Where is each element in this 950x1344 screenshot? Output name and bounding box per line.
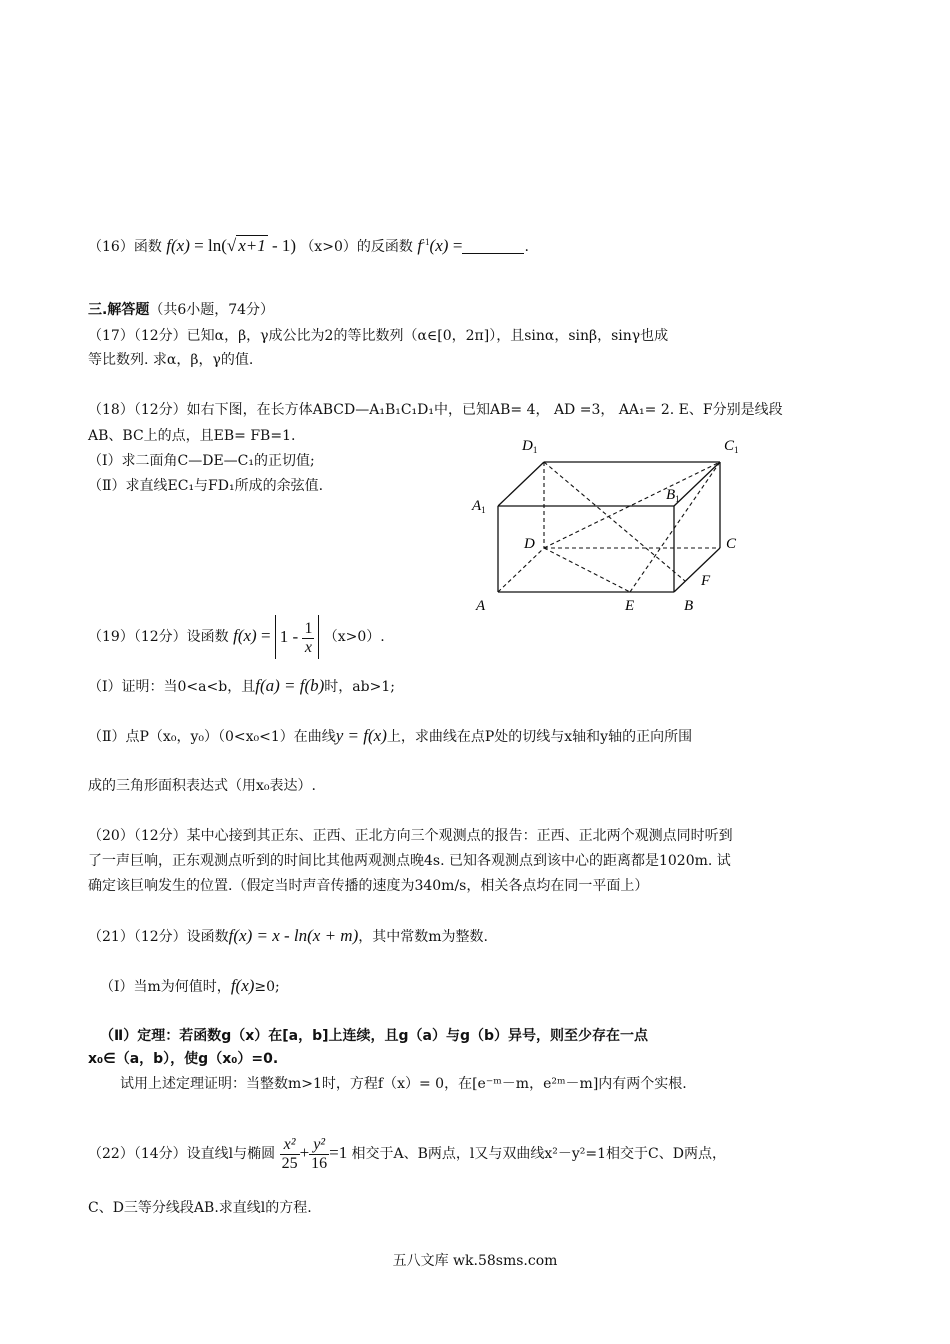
seg-fd1 bbox=[544, 462, 685, 581]
q19-cond: （x>0）. bbox=[323, 629, 385, 645]
q19-eq: = bbox=[260, 626, 271, 645]
label-e: E bbox=[625, 598, 635, 614]
seg-dc1 bbox=[544, 462, 720, 548]
edge-bc bbox=[674, 548, 720, 592]
seg-de bbox=[544, 548, 630, 592]
q18-line2: AB、BC上的点，且EB= FB=1. bbox=[88, 428, 296, 444]
label-d1: $D_1$ bbox=[522, 438, 538, 455]
q16-formula: f(x) = ln(√ x+1 - 1) bbox=[166, 236, 297, 255]
q19-p1-math: f(a) = f(b) bbox=[255, 676, 325, 695]
q16-inverse bbox=[417, 236, 448, 255]
q16-lhs: f(x) bbox=[166, 236, 190, 255]
q19-p2-math: y = f(x) bbox=[335, 726, 387, 745]
q21-part1 bbox=[100, 976, 280, 997]
section-3-title: 三.解答题 bbox=[88, 302, 150, 318]
q21-p1-tail: ≥0; bbox=[254, 979, 280, 995]
q21-p1-math: f(x) bbox=[230, 976, 255, 995]
q20-line1: （20）（12分）某中心接到其正东、正西、正北方向三个观测点的报告：正西、正北两个观测点同时听到 bbox=[88, 828, 733, 844]
page-footer: 五八文库 wk.58sms.com bbox=[392, 1253, 558, 1269]
label-c1: $C_1$ bbox=[724, 438, 739, 455]
q22-fy-num: y² bbox=[309, 1136, 329, 1155]
q21-prefix: （21）（12分）设函数 bbox=[88, 929, 229, 945]
q20-line2: 了一声巨响，正东观测点听到的时间比其他两观测点晚4s. 已知各观测点到该中心的距离都是1020m. 试 bbox=[88, 853, 731, 869]
q16-radicand: x+1 bbox=[238, 236, 266, 255]
q22-stem bbox=[88, 1130, 726, 1177]
q21-theorem-line2: x₀∈（a，b），使g（x₀）=0. bbox=[88, 1051, 279, 1067]
q16-inv-sup: -1 bbox=[422, 237, 430, 247]
q22-plus: + bbox=[299, 1143, 310, 1162]
q19-stem bbox=[88, 614, 385, 659]
q21-stem bbox=[88, 926, 488, 947]
q21-tail: ，其中常数m为整数. bbox=[358, 929, 488, 945]
q19-frac bbox=[302, 620, 314, 657]
q22-fy-den: 16 bbox=[311, 1154, 328, 1172]
q21-proof: 试用上述定理证明：当整数m>1时，方程f（x）= 0，在[e⁻ᵐ－m，e²ᵐ－m]内有两个实根. bbox=[120, 1076, 687, 1092]
label-a: A bbox=[476, 598, 486, 614]
q22-line2: C、D三等分线段AB.求直线l的方程. bbox=[88, 1200, 312, 1216]
q22-eq-one: =1 bbox=[329, 1143, 348, 1162]
q21-theorem-line1: （Ⅱ）定理：若函数g（x）在[a，b]上连续，且g（a）与g（b）异号，则至少存在一点 bbox=[100, 1028, 649, 1044]
q19-abs bbox=[275, 615, 320, 659]
q17-line1: （17）（12分）已知α，β，γ成公比为2的等比数列（α∈[0，2π]），且sinα，sinβ，sinγ也成 bbox=[88, 328, 669, 344]
q16-tail: - 1) bbox=[267, 236, 297, 255]
q16-eq: = bbox=[194, 236, 204, 255]
q19-formula bbox=[233, 619, 324, 656]
label-d: D bbox=[524, 536, 535, 552]
q19-num: 1 bbox=[304, 619, 313, 637]
edge-a1d1 bbox=[498, 462, 544, 506]
question-16 bbox=[88, 232, 529, 257]
label-b: B bbox=[684, 598, 694, 614]
q16-inv-f: f bbox=[417, 236, 423, 255]
edge-ad bbox=[498, 548, 544, 592]
q19-one: 1 - bbox=[279, 627, 299, 647]
q16-eq2: = bbox=[452, 236, 463, 255]
q19-den: x bbox=[304, 638, 312, 656]
q19-p1-tail: 时，ab>1; bbox=[324, 679, 395, 695]
q22-frac-y bbox=[309, 1136, 329, 1173]
q18-line1: （18）（12分）如右下图，在长方体ABCD—A₁B₁C₁D₁中，已知AB= 4， AD =3， AA₁= 2. E、F分别是线段 bbox=[88, 402, 783, 418]
q22-ellipse bbox=[280, 1135, 352, 1172]
q19-part2-line2: 成的三角形面积表达式（用x₀表达）. bbox=[88, 778, 316, 794]
q22-fx-den: 25 bbox=[281, 1154, 298, 1172]
q18-part1: （Ⅰ）求二面角C—DE—C₁的正切值; bbox=[88, 453, 315, 469]
q16-prefix: （16）函数 bbox=[88, 239, 162, 255]
edge-b1c1 bbox=[674, 462, 720, 506]
q19-p1-text: （Ⅰ）证明：当0<a<b，且 bbox=[88, 679, 256, 695]
q21-math: f(x) = x - ln(x + m) bbox=[228, 926, 359, 945]
cuboid-figure bbox=[470, 430, 750, 620]
label-a1: $A_1$ bbox=[472, 498, 486, 515]
section-3-desc: （共6小题，74分） bbox=[149, 302, 275, 318]
label-c: C bbox=[726, 536, 737, 552]
q16-answer-blank[interactable] bbox=[462, 241, 524, 254]
label-f: F bbox=[701, 573, 711, 589]
q22-prefix: （22）（14分）设直线l与椭圆 bbox=[88, 1146, 276, 1162]
q16-period: . bbox=[524, 239, 529, 255]
q19-p2-tail: 上，求曲线在点P处的切线与x轴和y轴的正向所围 bbox=[386, 729, 693, 745]
q21-p1-text: （Ⅰ）当m为何值时， bbox=[100, 979, 231, 995]
q18-part2: （Ⅱ）求直线EC₁与FD₁所成的余弦值. bbox=[88, 478, 324, 494]
q19-prefix: （19）（12分）设函数 bbox=[88, 629, 229, 645]
q22-frac-x bbox=[280, 1136, 300, 1173]
q16-condition: （x>0）的反函数 bbox=[300, 239, 413, 255]
q19-p2-text: （Ⅱ）点P（x₀，y₀）（0<x₀<1）在曲线 bbox=[88, 729, 336, 745]
q16-inv-arg: (x) bbox=[429, 236, 449, 255]
q16-ln: ln( bbox=[207, 236, 227, 255]
q19-part2 bbox=[88, 726, 692, 747]
q19-lhs: f(x) bbox=[233, 626, 257, 645]
q22-tail: 相交于A、B两点，l又与双曲线x²－y²=1相交于C、D两点， bbox=[351, 1146, 726, 1162]
q17-line2: 等比数列. 求α，β，γ的值. bbox=[88, 352, 254, 368]
label-b1: $B_1$ bbox=[666, 487, 680, 504]
q20-line3: 确定该巨响发生的位置.（假定当时声音传播的速度为340m/s，相关各点均在同一平面上） bbox=[88, 878, 649, 894]
q19-part1 bbox=[88, 676, 395, 697]
section-3-heading bbox=[88, 300, 274, 320]
q22-fx-num: x² bbox=[280, 1136, 300, 1155]
